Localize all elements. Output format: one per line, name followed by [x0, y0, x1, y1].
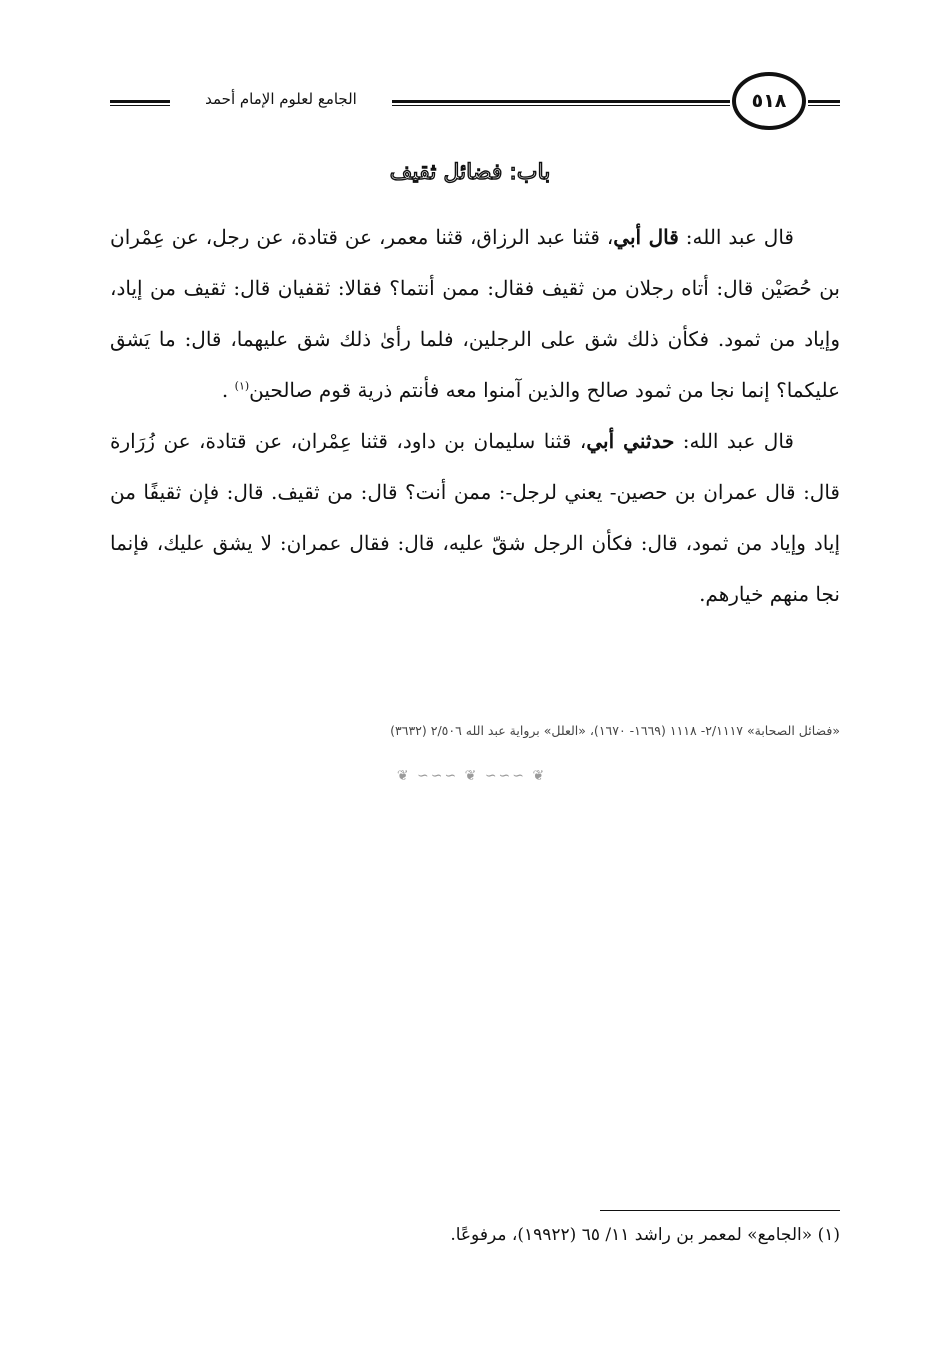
paragraph — [110, 416, 840, 620]
body-text — [110, 212, 840, 620]
paragraph-end: . — [221, 378, 235, 402]
footnote-marker[interactable]: (١) — [234, 379, 250, 393]
header-rule-left — [110, 100, 170, 106]
paragraph-text: ، قثنا عبد الرزاق، قثنا معمر، عن قتادة، عن رجل، عن عِمْران بن حُصَيْن قال: أتاه رجلان من ثقيف فقال: ممن أنتما؟ فقالا: ثقفيان قال: ثقيف من إياد، وإياد من ثمود. فكأن ذلك شق على الرجلين، فلما رأىٰ ذلك شق عليهما، قال: ما يَشق عليكما؟ إنما نجا من ثمود صالح والذين آمنوا معه فأنتم ذرية قوم صالحين — [110, 225, 840, 402]
paragraph-text: ، قثنا سليمان بن داود، قثنا عِمْران، عن قتادة، عن زُرَارة قال: قال عمران بن حصين- يعني لرجل-: ممن أنت؟ قال: من ثقيف. قال: فإن ثقيفًا من إياد وإياد من ثمود، قال: فكأن الرجل شقّ عليه، قال: فقال عمران: لا يشق عليك، فإنما نجا منهم خيارهم. — [110, 429, 840, 606]
section-ornament: ❦ ∽∽∽ ❦ ∽∽∽ ❦ — [396, 768, 547, 784]
header-rule-right — [808, 100, 840, 106]
header-rule-middle — [392, 100, 730, 106]
running-title: الجامع لعلوم الإمام أحمد — [205, 90, 357, 108]
paragraph-lead: قال عبد الله: — [674, 429, 794, 453]
footnote-separator — [600, 1210, 840, 1211]
chapter-title: باب: فضائل ثقيف — [389, 160, 551, 185]
paragraph-bold-phrase: حدثني أبي — [586, 429, 675, 453]
paragraph-bold-phrase: قال أبي — [613, 225, 679, 249]
source-reference: «فضائل الصحابة» ٢/١١١٧- ١١١٨ (١٦٦٩- ١٦٧٠)، «العلل» برواية عبد الله ٢/٥٠٦ (٣٦٣٢) — [390, 723, 840, 738]
page-number: ٥١٨ — [751, 90, 787, 112]
paragraph — [110, 212, 840, 416]
footnote: (١) «الجامع» لمعمر بن راشد ١١/ ٦٥ (١٩٩٢٢)، مرفوعًا. — [450, 1225, 840, 1245]
page-header — [110, 70, 840, 134]
paragraph-lead: قال عبد الله: — [678, 225, 794, 249]
page-number-badge — [732, 72, 806, 130]
